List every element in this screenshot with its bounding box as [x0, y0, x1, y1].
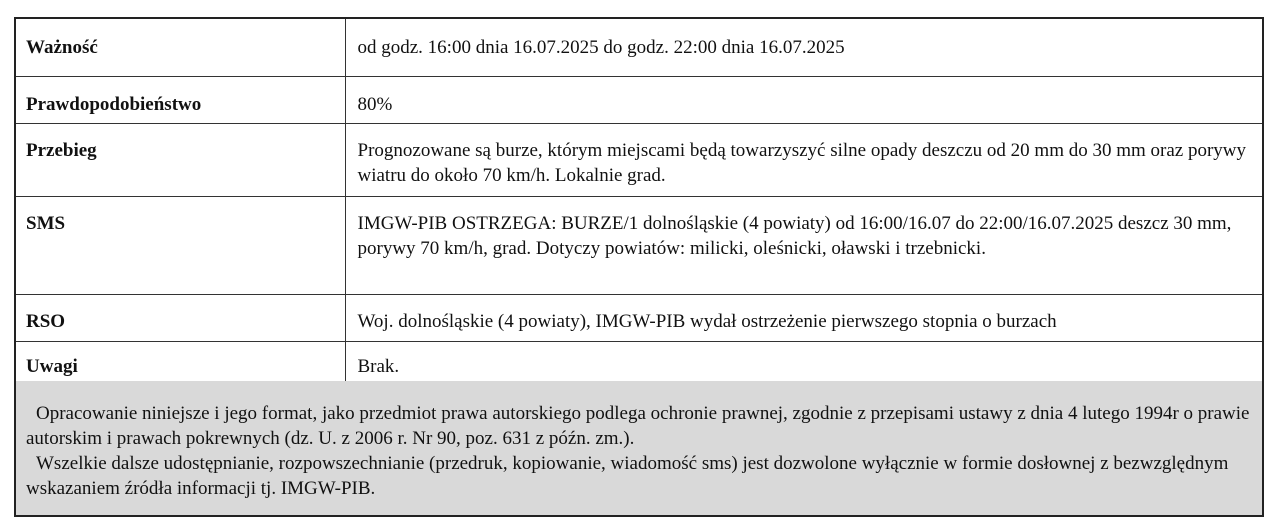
row-label-course: Przebieg [16, 123, 345, 196]
row-probability [16, 76, 1262, 123]
row-label-sms: SMS [16, 196, 345, 294]
row-course [16, 123, 1262, 196]
row-value-validity: od godz. 16:00 dnia 16.07.2025 do godz. 22:00 dnia 16.07.2025 [345, 19, 1262, 76]
row-rso [16, 294, 1262, 341]
row-value-probability: 80% [345, 76, 1262, 123]
copyright-paragraph: Opracowanie niniejsze i jego format, jako przedmiot prawa autorskiego podlega ochronie prawnej, zgodnie z przepisami ustawy z dnia 4 lutego 1994r o prawie autorskim i prawach pokrewnych (dz. U. z 2006 r. Nr 90, poz. 631 z późn. zm.). [26, 403, 1250, 449]
row-value-remarks: Brak. [345, 341, 1262, 381]
row-sms [16, 196, 1262, 294]
row-label-remarks: Uwagi [16, 341, 345, 381]
row-remarks [16, 341, 1262, 381]
row-label-probability: Prawdopodobieństwo [16, 76, 345, 123]
warning-document [14, 17, 1264, 517]
row-value-course: Prognozowane są burze, którym miejscami będą towarzyszyć silne opady deszczu od 20 mm do 30 mm oraz porywy wiatru do około 70 km/h. Lokalnie grad. [345, 123, 1262, 196]
warning-table [16, 19, 1262, 382]
copyright-footer [16, 381, 1262, 515]
row-label-rso: RSO [16, 294, 345, 341]
row-label-validity: Ważność [16, 19, 345, 76]
redistribution-paragraph: Wszelkie dalsze udostępnianie, rozpowszechnianie (przedruk, kopiowanie, wiadomość sms) jest dozwolone wyłącznie w formie dosłownej z bezwzględnym wskazaniem źródła informacji tj. IMGW-PIB. [26, 453, 1229, 499]
row-validity [16, 19, 1262, 76]
row-value-rso: Woj. dolnośląskie (4 powiaty), IMGW-PIB wydał ostrzeżenie pierwszego stopnia o burzach [345, 294, 1262, 341]
row-value-sms: IMGW-PIB OSTRZEGA: BURZE/1 dolnośląskie (4 powiaty) od 16:00/16.07 do 22:00/16.07.2025 deszcz 30 mm, porywy 70 km/h, grad. Dotyczy powiatów: milicki, oleśnicki, oławski i trzebnicki. [345, 196, 1262, 294]
